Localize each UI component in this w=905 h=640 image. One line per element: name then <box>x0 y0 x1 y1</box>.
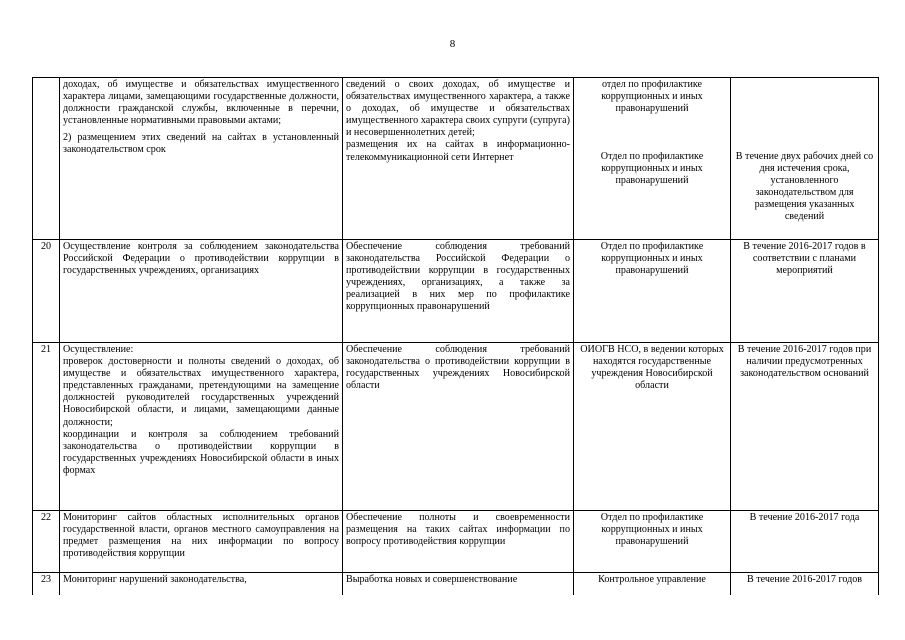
row-number: 23 <box>33 573 60 595</box>
measure-title: Осуществление: <box>63 344 134 355</box>
executor-cell: ОИОГВ НСО, в ведении которых находятся государственные учреждения Новосибирской области <box>574 343 731 511</box>
deadline-cell: В течение 2016-2017 года <box>731 511 879 573</box>
row-number: 20 <box>33 240 60 343</box>
table-row <box>33 78 879 240</box>
measure-cell: Мониторинг нарушений законодательства, <box>60 573 343 595</box>
result-cell: Выработка новых и совершенствование <box>343 573 574 595</box>
table-row <box>33 343 879 511</box>
result-cell: Обеспечение соблюдения требований законодательства о противодействии коррупции в государственных учреждениях Новосибирской области <box>343 343 574 511</box>
executor-cell <box>574 78 731 240</box>
deadline-cell <box>731 78 879 240</box>
result-cell: Обеспечение полноты и своевременности размещения на таких сайтах информации по вопросу противодействия коррупции <box>343 511 574 573</box>
table-row <box>33 573 879 595</box>
measure-cell <box>60 78 343 240</box>
executor-cell: Контрольное управление <box>574 573 731 595</box>
executor-text: отдел по профилактике коррупционных и иных правонарушений <box>601 79 703 115</box>
deadline-cell: В течение 2016-2017 годов при наличии предусмотренных законодательством оснований <box>731 343 879 511</box>
measure-text: доходах, об имуществе и обязательствах имущественного характера лицами, замещающими государственные должности, должности гражданской службы, включенные в перечни, установленные нормативными правовыми актами; <box>63 79 339 127</box>
row-number: 21 <box>33 343 60 511</box>
measure-cell: Осуществление контроля за соблюдением законодательства Российской Федерации о противодействии коррупции в государственных учреждениях, организациях <box>60 240 343 343</box>
page-number: 8 <box>449 38 456 50</box>
result-text: размещения их на сайтах в информационно-телекоммуникационной сети Интернет <box>346 139 570 163</box>
measure-text: 2) размещением этих сведений на сайтах в установленный законодательством срок <box>63 132 339 156</box>
measure-text: координации и контроля за соблюдением требований законодательства о противодействии коррупции в государственных учреждениях Новосибирской области в иных формах <box>63 428 339 476</box>
deadline-cell: В течение 2016-2017 годов <box>731 573 879 595</box>
deadline-text <box>734 79 875 151</box>
deadline-text: В течение двух рабочих дней со дня истечения срока, установленного законодательством для размещения указанных сведений <box>735 151 874 223</box>
row-number <box>33 78 60 240</box>
measure-cell <box>60 343 343 511</box>
result-cell: Обеспечение соблюдения требований законодательства Российской Федерации о противодействии коррупции в государственных учреждениях, организациях, а также за реализацией в них мер по профилактике коррупционных правонарушений <box>343 240 574 343</box>
table-row <box>33 240 879 343</box>
executor-cell: Отдел по профилактике коррупционных и иных правонарушений <box>574 511 731 573</box>
row-number: 22 <box>33 511 60 573</box>
executor-cell: Отдел по профилактике коррупционных и иных правонарушений <box>574 240 731 343</box>
measure-text: проверок достоверности и полноты сведений о доходах, об имуществе и обязательствах имущественного характера, представленных гражданами, претендующими на замещение должностей руководителей государственных учреждений Новосибирской области, и лицами, замещающими данные должности; <box>63 356 339 428</box>
result-text: сведений о своих доходах, об имуществе и обязательствах имущественного характера, а также о доходах, об имуществе и обязательствах имущественного характера своих супруги (супруга) и несовершеннолетних детей; <box>346 79 570 139</box>
deadline-cell: В течение 2016-2017 годов в соответствии с планами мероприятий <box>731 240 879 343</box>
table-row <box>33 511 879 573</box>
measure-cell: Мониторинг сайтов областных исполнительных органов государственной власти, органов местного самоуправления на предмет размещения на них информации по вопросу противодействия коррупции <box>60 511 343 573</box>
executor-text: Отдел по профилактике коррупционных и иных правонарушений <box>600 151 704 187</box>
result-cell <box>343 78 574 240</box>
measures-table <box>32 77 879 595</box>
